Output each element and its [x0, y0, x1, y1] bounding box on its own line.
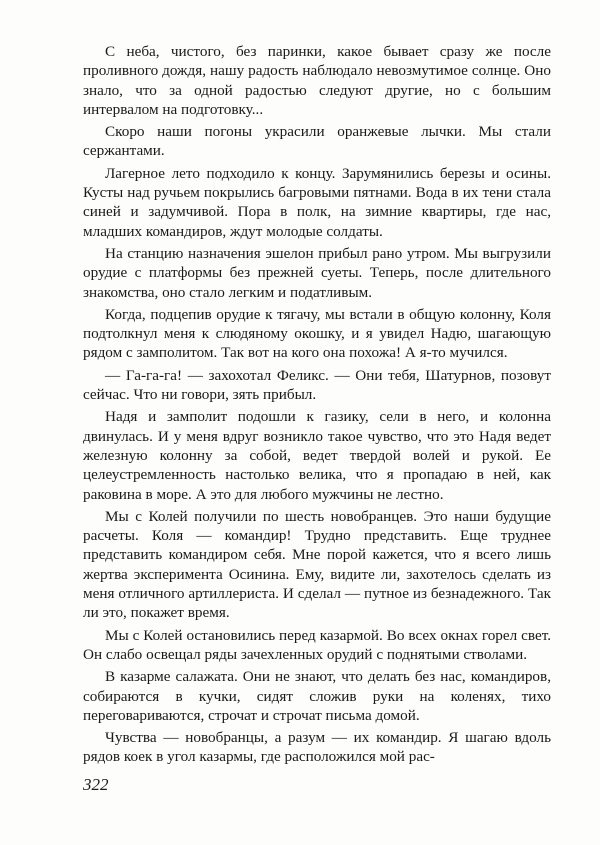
paragraph-4: На станцию назначения эшелон прибыл рано утром. Мы выгрузили орудие с платформы без прежней суеты. Теперь, после длительного знакомства, оно стало легким и податливым. [83, 244, 551, 301]
paragraph-11: Чувства — новобранцы, а разум — их командир. Я шагаю вдоль рядов коек в угол казармы, где расположился мой рас- [83, 729, 551, 766]
paragraph-9: Мы с Колей остановились перед казармой. Во всех окнах горел свет. Он слабо освещал ряды зачехленных орудий с поднятыми стволами. [83, 626, 551, 663]
paragraph-2: Скоро наши погоны украсили оранжевые лычки. Мы стали сержантами. [83, 123, 551, 160]
paragraph-3: Лагерное лето подходило к концу. Зарумянились березы и осины. Кусты над ручьем покрылись багровыми пятнами. Вода в их тени стала синей и задумчивой. Пора в полк, на зимние квартиры, где нас, младших командиров, ждут молодые солдаты. [83, 164, 551, 240]
paragraph-7: Надя и замполит подошли к газику, сели в него, и колонна двинулась. И у меня вдруг возникло такое чувство, что это Надя ведет железную колонну за собой, ведет твердой волей и рукой. Ее целеустремленность настолько велика, что я пропадаю в ней, как раковина в море. А это для любого мужчины не лестно. [83, 408, 551, 503]
paragraph-10: В казарме салажата. Они не знают, что делать без нас, командиров, собираются в кучки, сидят сложив руки на коленях, тихо переговариваются, строчат и строчат письма домой. [83, 668, 551, 724]
body-text [83, 42, 551, 770]
page-number: 322 [83, 775, 109, 794]
paragraph-6: — Га-га-га! — захохотал Феликс. — Они тебя, Шатурнов, позовут сейчас. Что ни говори, зять прибыл. [83, 366, 551, 404]
paragraph-1: С неба, чистого, без паринки, какое бывает сразу же после проливного дождя, нашу радость наблюдало невозмутимое солнце. Оно знало, что за одной радостью следуют другие, но с большим интервалом на подготовку... [83, 43, 551, 118]
paragraph-5: Когда, подцепив орудие к тягачу, мы встали в общую колонну, Коля подтолкнул меня к слюдяному окошку, и я увидел Надю, шагающую рядом с замполитом. Так вот на кого она похожа! А я-то мучился. [83, 305, 551, 362]
paragraph-8: Мы с Колей получили по шесть новобранцев. Это наши будущие расчеты. Коля — командир! Трудно представить. Еще труднее представить командиром себя. Мне порой кажется, что я всего лишь жертва эксперимента Осинина. Ему, видите ли, захотелось сделать из меня отличного артиллериста. И сделал — путное из безнадежного. Так ли это, покажет время. [83, 507, 551, 622]
